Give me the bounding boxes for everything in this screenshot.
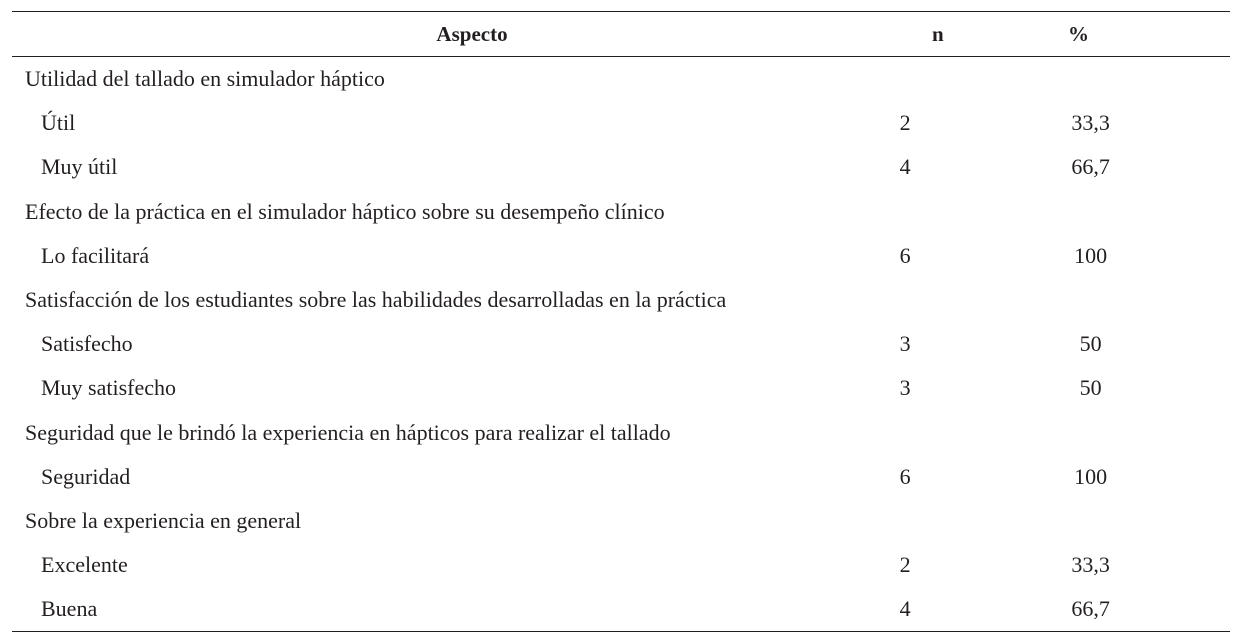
table-row bbox=[12, 366, 1230, 410]
percent-cell: 50 bbox=[1079, 331, 1102, 357]
category-label: Utilidad del tallado en simulador háptico bbox=[25, 66, 385, 92]
count-cell: 4 bbox=[899, 154, 911, 180]
item-label: Seguridad bbox=[41, 463, 131, 489]
table-row bbox=[12, 101, 1230, 145]
category-label: Seguridad que le brindó la experiencia en hápticos para realizar el tallado bbox=[25, 419, 671, 445]
item-label: Muy satisfecho bbox=[41, 375, 177, 401]
count-cell: 3 bbox=[899, 375, 911, 401]
results-table bbox=[12, 11, 1230, 632]
table-row bbox=[12, 587, 1230, 631]
table-row bbox=[12, 145, 1230, 189]
item-label: Buena bbox=[41, 596, 98, 622]
item-label: Excelente bbox=[41, 552, 128, 578]
item-label: Útil bbox=[41, 110, 76, 136]
header-n: n bbox=[932, 21, 944, 46]
table-row bbox=[12, 322, 1230, 366]
item-label: Satisfecho bbox=[41, 331, 133, 357]
item-label: Muy útil bbox=[41, 154, 118, 180]
percent-cell: 50 bbox=[1079, 375, 1102, 401]
count-cell: 3 bbox=[899, 331, 911, 357]
count-cell: 6 bbox=[899, 242, 911, 268]
table-category-row bbox=[12, 190, 1230, 234]
percent-cell: 66,7 bbox=[1071, 596, 1110, 622]
category-label: Sobre la experiencia en general bbox=[25, 507, 302, 533]
percent-cell: 33,3 bbox=[1071, 552, 1110, 578]
percent-cell: 66,7 bbox=[1071, 154, 1110, 180]
item-label: Lo facilitará bbox=[41, 242, 150, 268]
count-cell: 4 bbox=[899, 596, 911, 622]
table-row bbox=[12, 543, 1230, 587]
category-label: Satisfacción de los estudiantes sobre las habilidades desarrolladas en la práctica bbox=[25, 287, 727, 313]
percent-cell: 100 bbox=[1074, 463, 1108, 489]
count-cell: 2 bbox=[899, 552, 911, 578]
percent-cell: 100 bbox=[1074, 242, 1108, 268]
table-category-row bbox=[12, 411, 1230, 455]
header-percent: % bbox=[1068, 21, 1089, 46]
count-cell: 2 bbox=[899, 110, 911, 136]
table-header-row bbox=[12, 12, 1230, 56]
percent-cell: 33,3 bbox=[1071, 110, 1110, 136]
table-category-row bbox=[12, 499, 1230, 543]
table-row bbox=[12, 455, 1230, 499]
category-label: Efecto de la práctica en el simulador háptico sobre su desempeño clínico bbox=[25, 198, 665, 224]
table-body bbox=[12, 57, 1230, 631]
header-aspect: Aspecto bbox=[436, 21, 508, 46]
table-category-row bbox=[12, 57, 1230, 101]
count-cell: 6 bbox=[899, 463, 911, 489]
table-bottom-rule bbox=[12, 631, 1230, 632]
table-category-row bbox=[12, 278, 1230, 322]
table-row bbox=[12, 234, 1230, 278]
